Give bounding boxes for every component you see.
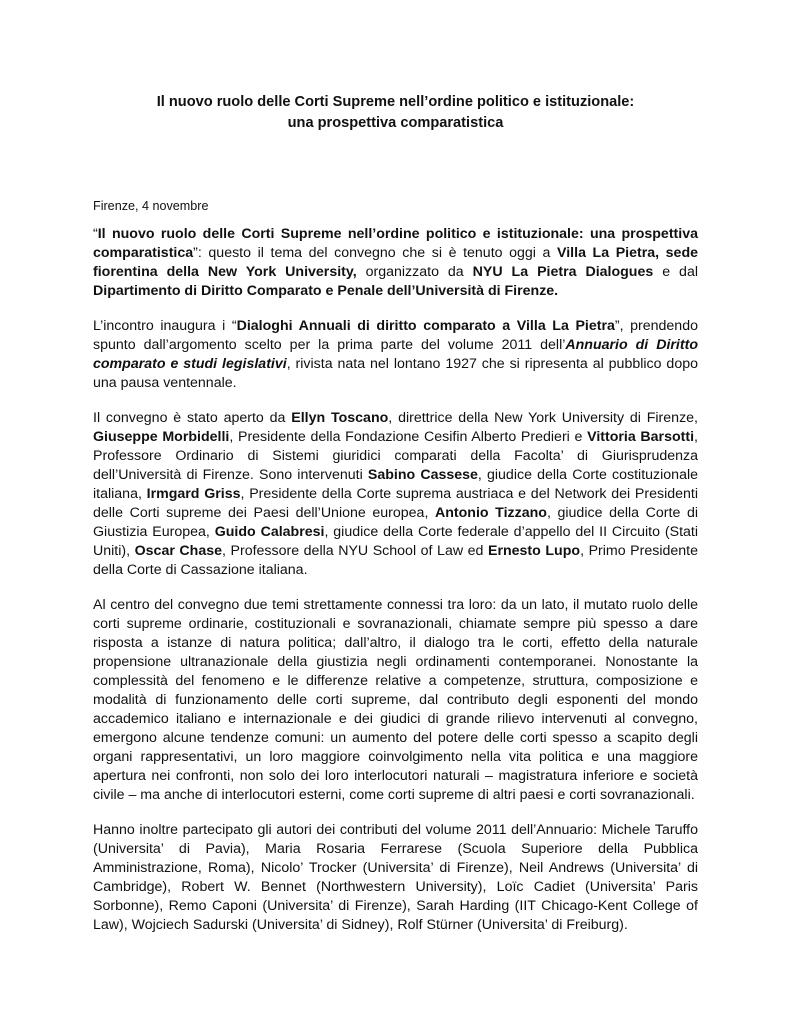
text-run: , giudice della Corte di Giustizia Europea, <box>93 505 698 540</box>
text-run: , Professore della NYU School of Law ed <box>222 543 488 559</box>
conference-title: Il nuovo ruolo delle Corti Supreme nell’ordine politico e istituzionale: una prospettiva comparatistica <box>93 226 698 261</box>
dialogues-name: Dialoghi Annuali di diritto comparato a Villa La Pietra <box>236 318 615 334</box>
text-run: , rivista nata nel lontano 1927 che si ripresenta al pubblico dopo una pausa ventennale. <box>93 356 698 391</box>
speaker-name: Antonio Tizzano <box>435 505 547 521</box>
journal-title: Annuario di Diritto comparato e studi legislativi <box>93 337 698 372</box>
department-name: Dipartimento di Diritto Comparato e Penale dell’Università di Firenze. <box>93 283 559 299</box>
text-run: , Presidente della Corte suprema austriaca e del Network dei Presidenti delle Corti supreme dei Paesi dell’Unione europea, <box>93 486 699 521</box>
venue-name: Villa La Pietra, sede fiorentina della New York University, <box>93 245 699 280</box>
speaker-name: Irmgard Griss <box>146 486 241 502</box>
paragraph-intro <box>93 225 698 301</box>
text-run: , giudice della Corte federale d’appello del II Circuito (Stati Uniti), <box>93 524 698 559</box>
paragraph-dialogues <box>93 317 698 393</box>
text-run: , giudice della Corte costituzionale italiana, <box>93 467 699 502</box>
paragraph-authors: Hanno inoltre partecipato gli autori dei contributi del volume 2011 dell’Annuario: Michele Taruffo (Universita’ di Pavia), Maria Rosaria Ferrarese (Scuola Superiore della Pubblica Amministrazione, Roma), Nicolo’ Trocker (Universita’ di Firenze), Neil Andrews (Universita’ di Cambridge), Robert W. Bennet (Northwestern University), Loïc Cadiet (Universita’ Paris Sorbonne), Remo Caponi (Universita’ di Firenze), Sarah Harding (IIT Chicago-Kent College of Law), Wojciech Sadurski (Universita’ di Sidney), Rolf Stürner (Universita’ di Freiburg). <box>93 822 698 933</box>
speaker-name: Ernesto Lupo <box>488 543 581 559</box>
text-run: ”, prendendo spunto dall’argomento scelto per la prima parte del volume 2011 dell’ <box>93 318 698 353</box>
text-run: L’incontro inaugura i “ <box>93 318 237 334</box>
title-line-2: una prospettiva comparatistica <box>287 115 504 131</box>
organizer-name: NYU La Pietra Dialogues <box>472 264 654 280</box>
speaker-name: Guido Calabresi <box>214 524 325 540</box>
speaker-name: Sabino Cassese <box>367 467 478 483</box>
speaker-name: Giuseppe Morbidelli <box>93 429 230 445</box>
text-run: , Presidente della Fondazione Cesifin Alberto Predieri e <box>229 429 588 445</box>
speaker-name: Oscar Chase <box>134 543 222 559</box>
text-run: ”: questo il tema del convegno che si è tenuto oggi a <box>193 245 558 261</box>
speaker-name: Ellyn Toscano <box>291 410 389 426</box>
text-run: , Primo Presidente della Corte di Cassazione italiana. <box>93 543 699 578</box>
paragraph-speakers <box>93 409 698 580</box>
speaker-name: Vittoria Barsotti <box>587 429 695 445</box>
text-run: e dal <box>653 264 698 280</box>
title-line-1: Il nuovo ruolo delle Corti Supreme nell’ordine politico e istituzionale: <box>156 94 635 110</box>
text-run: Il convegno è stato aperto da <box>93 410 292 426</box>
text-run: organizzato da <box>356 264 473 280</box>
paragraph-themes: Al centro del convegno due temi strettamente connessi tra loro: da un lato, il mutato ruolo delle corti supreme ordinarie, costituzionali e sovranazionali, chiamate sempre più spesso a dare risposta a istanze di natura politica; dall’altro, il dialogo tra le corti, effetto della naturale propensione ultranazionale della giustizia negli ordinamenti contemporanei. Nonostante la complessità del fenomeno e le differenze relative a competenze, struttura, composizione e modalità di funzionamento delle corti supreme, dal contributo degli esponenti del mondo accademico italiano e internazionale e dei giudici di grande rilievo intervenuti al convegno, emergono alcune tendenze comuni: un aumento del potere delle corti spesso a scapito degli organi rappresentativi, un loro maggiore coinvolgimento nella vita politica e una maggiore apertura nei confronti, non solo dei loro interlocutori naturali – magistratura inferiore e società civile – ma anche di interlocutori esterni, come corti supreme di altri paesi e corti sovranazionali. <box>93 597 698 803</box>
text-run: “ <box>93 226 98 242</box>
text-run: , Professore Ordinario di Sistemi giuridici comparati della Facolta’ di Giurisprudenza dell’Università di Firenze. Sono intervenuti <box>93 429 698 483</box>
document-title <box>93 92 698 134</box>
text-run: , direttrice della New York University di Firenze, <box>388 410 698 426</box>
dateline: Firenze, 4 novembre <box>93 199 209 213</box>
